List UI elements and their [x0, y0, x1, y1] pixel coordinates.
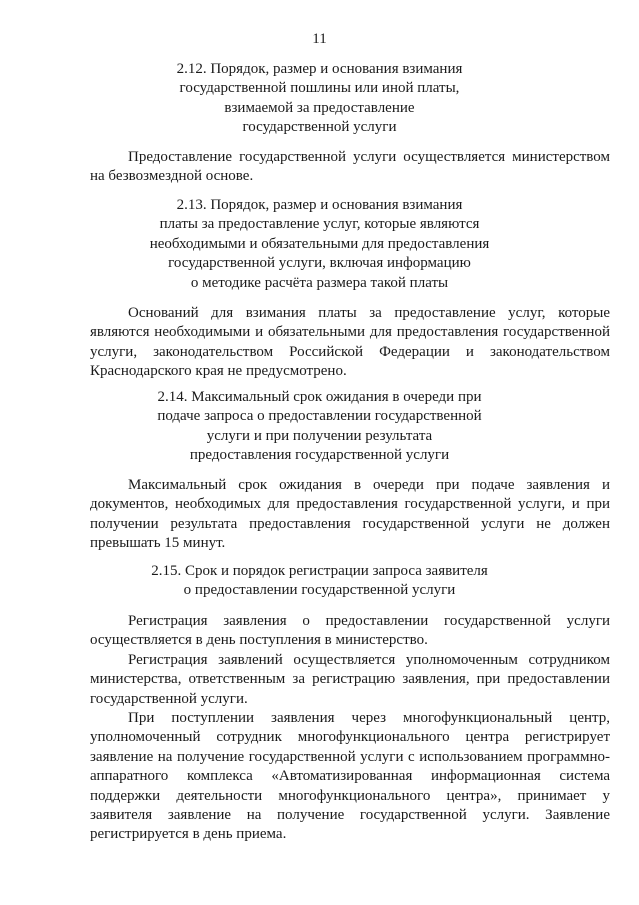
page-number: 11 [312, 31, 327, 47]
heading-line: государственной услуги, включая информацию [168, 255, 471, 272]
heading-line: взимаемой за предоставление [224, 99, 415, 116]
heading-line: о методике расчёта размера такой платы [190, 274, 449, 291]
section-2-15-paragraph-2: Регистрация заявлений осуществляется уполномоченным сотрудником министерства, ответственным за регистрацию заявления, при предоставлении государственной услуги. [90, 652, 610, 707]
heading-line: о предоставлении государственной услуги [183, 582, 456, 599]
section-2-13-paragraph: Оснований для взимания платы за предоставление услуг, которые являются необходимыми и обязательными для предоставления государственной услуги, законодательством Российской Федерации и законодательством Краснодарского края не предусмотрено. [90, 305, 610, 380]
section-2-14-heading [0, 388, 639, 466]
heading-line: платы за предоставление услуг, которые являются [159, 216, 480, 233]
heading-line: 2.12. Порядок, размер и основания взимания [176, 61, 463, 77]
heading-line: 2.13. Порядок, размер и основания взимания [176, 197, 463, 213]
section-2-15-paragraph-3: При поступлении заявления через многофункциональный центр, уполномоченный сотрудник многофункционального центра регистрирует заявление на получение государственной услуги с использованием программно-аппаратного комплекса «Автоматизированная информационная система поддержки деятельности многофункционального центра», принимает у заявителя заявление на получение государственной услуги. Заявление регистрируется в день приема. [90, 710, 610, 843]
heading-line: услуги и при получении результата [206, 427, 433, 444]
heading-line: 2.14. Максимальный срок ожидания в очереди при [157, 389, 482, 405]
section-2-13-heading [0, 196, 639, 293]
heading-line: 2.15. Срок и порядок регистрации запроса заявителя [151, 563, 488, 579]
section-2-15-heading [0, 562, 639, 601]
section-2-12-paragraph: Предоставление государственной услуги осуществляется министерством на безвозмездной основе. [90, 149, 610, 185]
heading-line: предоставления государственной услуги [189, 447, 450, 464]
heading-line: подаче запроса о предоставлении государственной [157, 408, 482, 425]
heading-line: государственной пошлины или иной платы, [179, 80, 460, 97]
section-2-14-paragraph: Максимальный срок ожидания в очереди при подаче заявления и документов, необходимых для предоставления государственной услуги, и при получении результата предоставления государственной услуги не должен превышать 15 минут. [90, 477, 610, 552]
heading-line: государственной услуги [242, 119, 397, 136]
section-2-15-paragraph-1: Регистрация заявления о предоставлении государственной услуги осуществляется в день поступления в министерство. [90, 613, 610, 649]
section-2-12-heading [0, 60, 639, 138]
heading-line: необходимыми и обязательными для предоставления [149, 235, 490, 252]
